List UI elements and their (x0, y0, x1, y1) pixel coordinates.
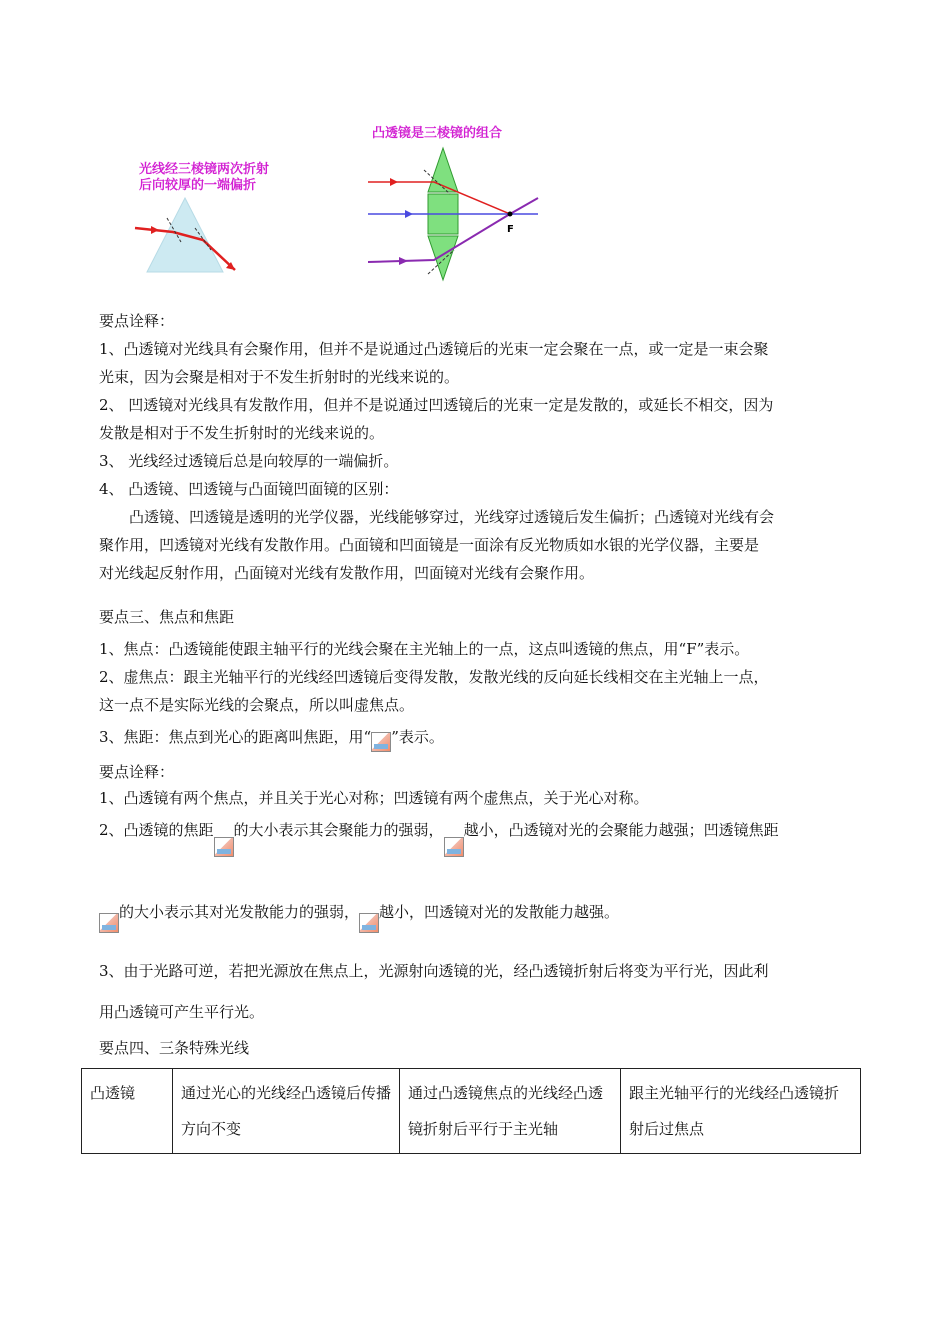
focus-label: F (507, 224, 514, 235)
focal-length-symbol-icon (371, 732, 391, 752)
figure-area (0, 120, 950, 285)
section3-heading: 要点三、焦点和焦距 (99, 608, 235, 626)
notes2-p3-line2: 用凸透镜可产生平行光。 (99, 1003, 265, 1021)
section3-p3: 3、焦距：焦点到光心的距离叫焦距，用“ ”表示。 (99, 727, 444, 752)
focal-length-symbol-icon (444, 837, 464, 857)
table-cell: 跟主光轴平行的光线经凸透镜折射后过焦点 (621, 1069, 861, 1154)
notes2-p3-line1: 3、由于光路可逆，若把光源放在焦点上，光源射向透镜的光，经凸透镜折射后将变为平行光，因此利 (99, 962, 769, 980)
section3-p2-line2: 这一点不是实际光线的会聚点，所以叫虚焦点。 (99, 696, 415, 714)
notes1-p3: 3、 光线经过透镜后总是向较厚的一端偏折。 (99, 452, 399, 470)
table-row-label: 凸透镜 (82, 1069, 173, 1154)
notes1-p2-line2: 发散是相对于不发生折射时的光线来说的。 (99, 424, 385, 442)
notes1-p5-line2: 聚作用，凹透镜对光线有发散作用。凸面镜和凹面镜是一面涂有反光物质如水银的光学仪器，主要是 (99, 536, 760, 554)
section4-heading: 要点四、三条特殊光线 (99, 1039, 250, 1057)
notes1-p1-line2: 光束，因为会聚是相对于不发生折射时的光线来说的。 (99, 368, 460, 386)
notes2-p2-line2: 的大小表示其对光发散能力的强弱， 越小，凹透镜对光的发散能力越强。 (99, 902, 619, 933)
focal-length-symbol-icon (214, 837, 234, 857)
focus-point (508, 212, 513, 217)
notes2-p1: 1、凸透镜有两个焦点，并且关于光心对称；凹透镜有两个虚焦点，关于光心对称。 (99, 789, 649, 807)
notes1-p5-line3: 对光线起反射作用，凸面镜对光线有发散作用，凹面镜对光线有会聚作用。 (99, 564, 595, 582)
table-cell: 通过光心的光线经凸透镜后传播方向不变 (173, 1069, 400, 1154)
lens-caption: 凸透镜是三棱镜的组合 (372, 126, 503, 141)
notes1-p4: 4、 凸透镜、凹透镜与凸面镜凹面镜的区别： (99, 480, 399, 498)
focal-length-symbol-icon (99, 913, 119, 933)
table-cell: 通过凸透镜焦点的光线经凸透镜折射后平行于主光轴 (400, 1069, 621, 1154)
table-row (82, 1069, 861, 1154)
notes2-p2-line1: 2、凸透镜的焦距 的大小表示其会聚能力的强弱， 越小，凸透镜对光的会聚能力越强；凹透镜焦距 (99, 820, 779, 857)
special-rays-table (81, 1068, 861, 1154)
prism-diagram (125, 190, 245, 280)
notes1-p2-line1: 2、 凹透镜对光线具有发散作用，但并不是说通过凹透镜后的光束一定是发散的，或延长不相交，因为 (99, 396, 774, 414)
notes1-heading: 要点诠释： (99, 312, 175, 330)
section3-p1: 1、焦点：凸透镜能使跟主轴平行的光线会聚在主光轴上的一点，这点叫透镜的焦点，用“F”表示。 (99, 640, 750, 658)
section3-p2-line1: 2、虚焦点：跟主光轴平行的光线经凹透镜后变得发散，发散光线的反向延长线相交在主光轴上一点， (99, 668, 769, 686)
notes1-p1-line1: 1、凸透镜对光线具有会聚作用，但并不是说通过凸透镜后的光束一定会聚在一点，或一定是一束会聚 (99, 340, 769, 358)
lens-lower-prism (428, 236, 458, 280)
notes2-heading: 要点诠释： (99, 763, 175, 781)
notes1-p5-line1: 凸透镜、凹透镜是透明的光学仪器，光线能够穿过，光线穿过透镜后发生偏折；凸透镜对光线有会 (129, 508, 775, 526)
lens-diagram (368, 142, 543, 282)
focal-length-symbol-icon (359, 913, 379, 933)
prism-caption: 光线经三棱镜两次折射 后向较厚的一端偏折 (139, 162, 270, 193)
